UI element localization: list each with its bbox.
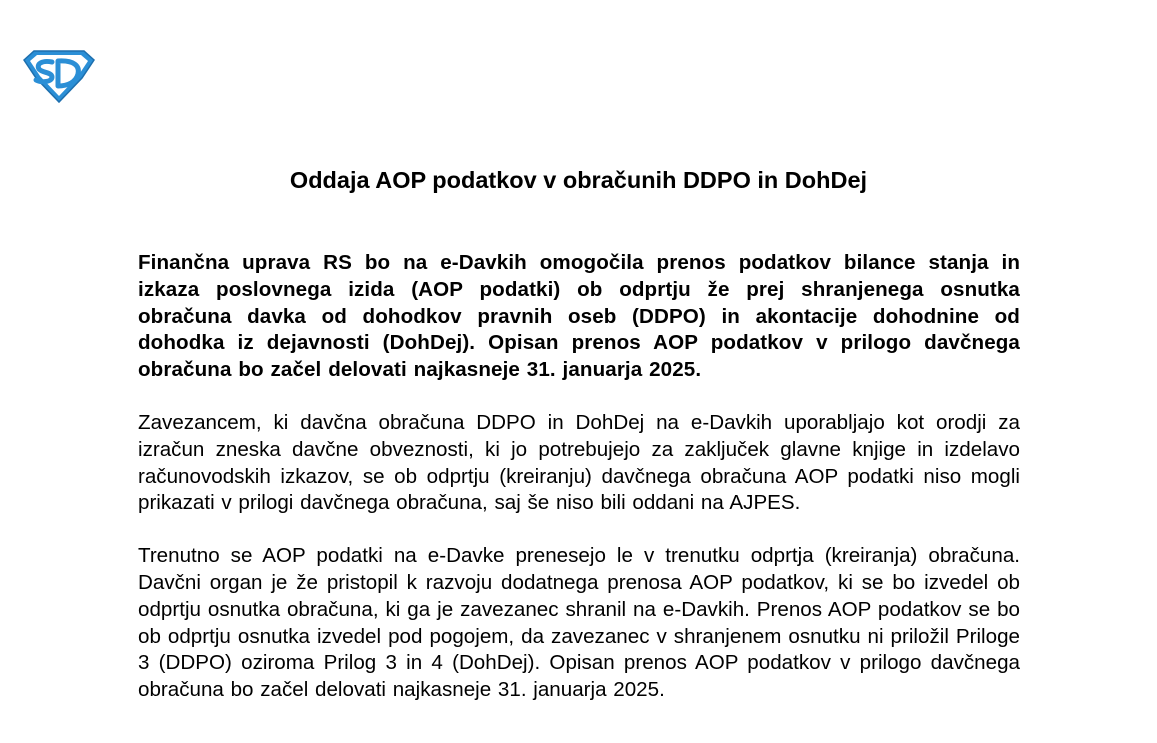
body-paragraph: Zavezancem, ki davčna obračuna DDPO in DohDej na e-Davkih uporabljajo kot orodji za izračun zneska davčne obveznosti, ki jo potrebujejo za zaključek glavne knjige in izdelavo računovodskih izkazov, se ob odprtju (kreiranju) davčnega obračuna AOP podatki niso mogli prikazati v prilogi davčnega obračuna, saj še niso bili oddani na AJPES.	[138, 410, 1020, 515]
document-title: Oddaja AOP podatkov v obračunih DDPO in DohDej	[289, 167, 868, 193]
lead-paragraph: Finančna uprava RS bo na e-Davkih omogočila prenos podatkov bilance stanja in izkaza poslovnega izida (AOP podatki) ob odprtju že prej shranjenega osnutka obračuna davka od dohodkov pravnih oseb (DDPO) in akontacije dohodnine od dohodka iz dejavnosti (DohDej). Opisan prenos AOP podatkov v prilogo davčnega obračuna bo začel delovati najkasneje 31. januarja 2025.	[138, 251, 1020, 382]
document-body	[138, 250, 1020, 730]
shield-logo-icon	[22, 48, 96, 104]
body-paragraph: Trenutno se AOP podatki na e-Davke prenesejo le v trenutku odprtja (kreiranja) obračuna. Davčni organ je že pristopil k razvoju dodatnega prenosa AOP podatkov, ki se bo izvedel ob odprtju osnutka obračuna, ki ga je zavezanec shranil na e-Davkih. Prenos AOP podatkov se bo ob odprtju osnutka izvedel pod pogojem, da zavezanec v shranjenem osnutku ni priložil Priloge 3 (DDPO) oziroma Prilog 3 in 4 (DohDej). Opisan prenos AOP podatkov v prilogo davčnega obračuna bo začel delovati najkasneje 31. januarja 2025.	[138, 544, 1020, 702]
fd-logo-icon	[22, 48, 96, 104]
